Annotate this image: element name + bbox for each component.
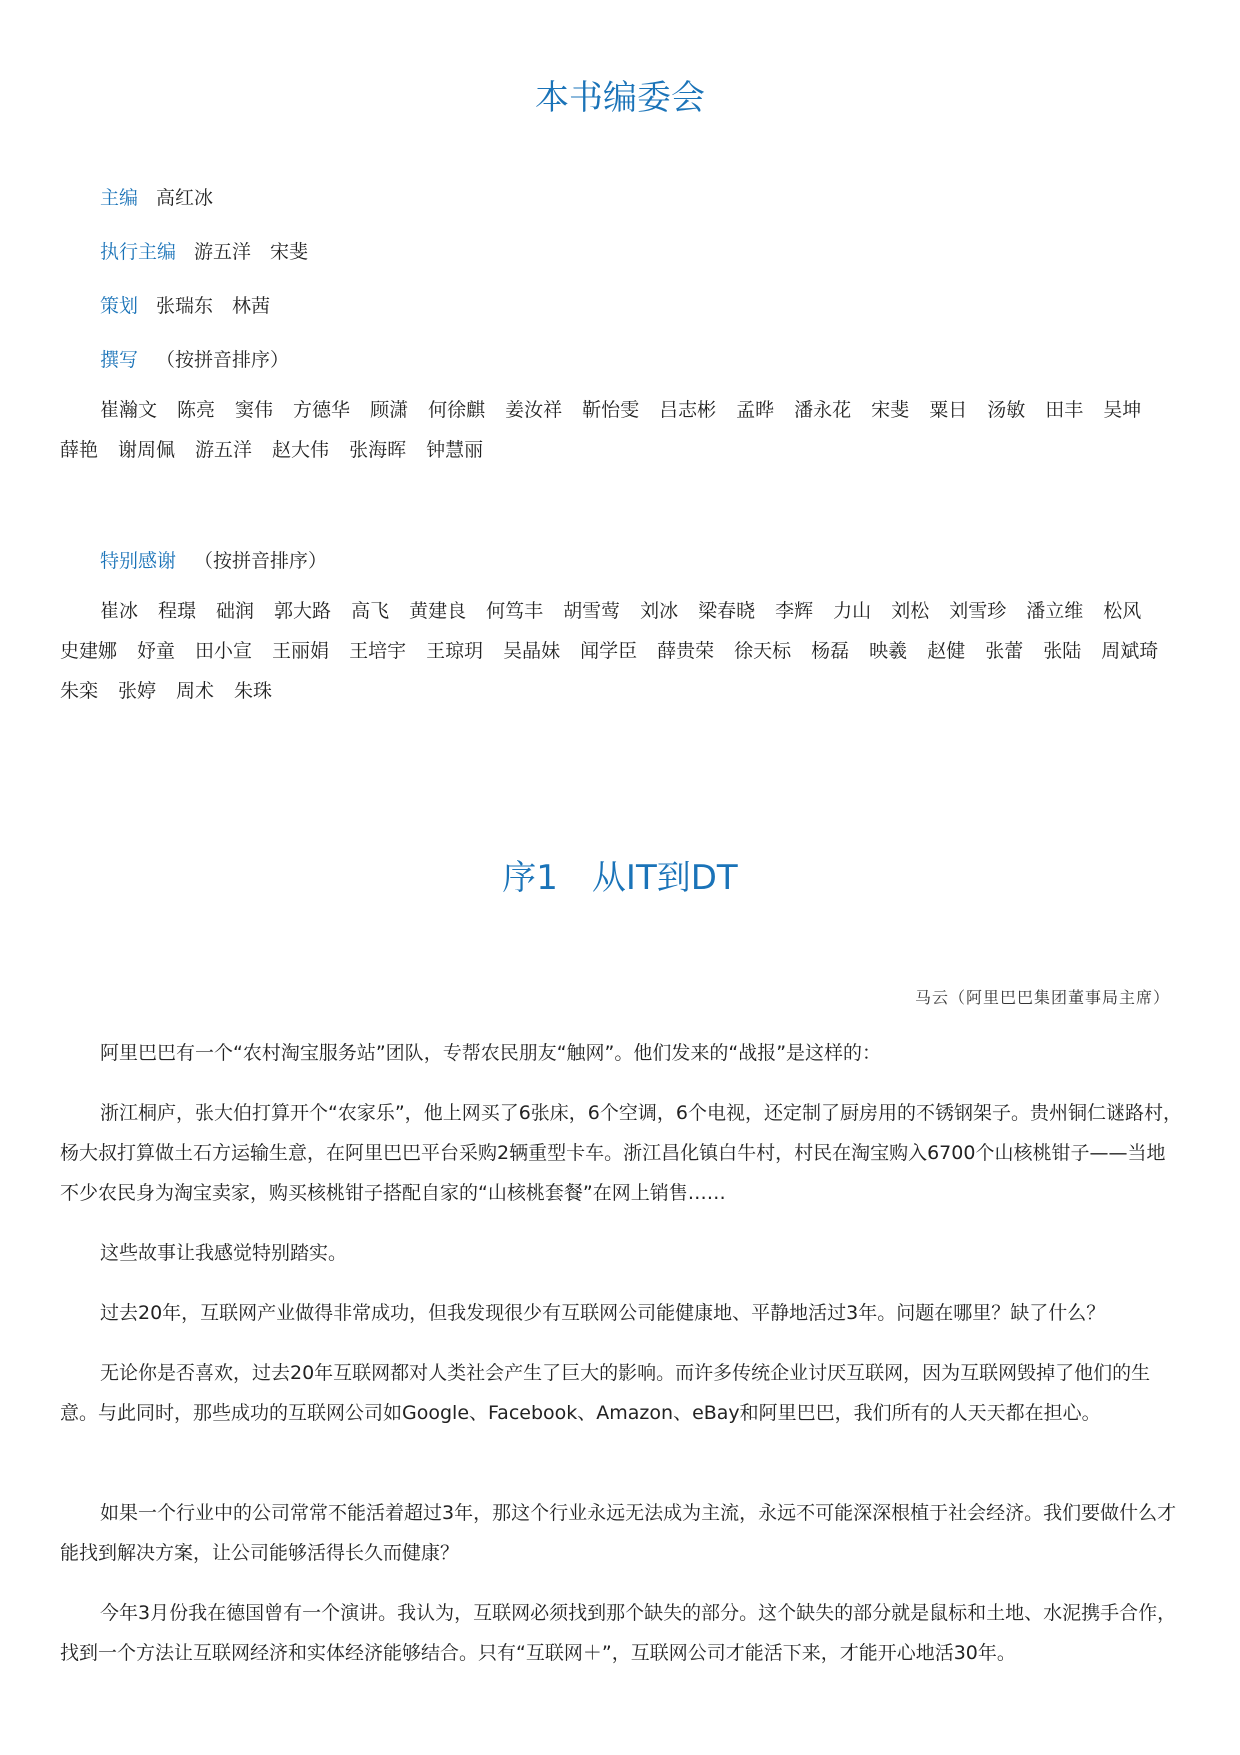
role-planning <box>100 291 270 318</box>
person-name: 刘松 <box>891 600 930 622</box>
person-name: 吴晶妹 <box>503 640 561 662</box>
person-name: 田小宣 <box>195 640 253 662</box>
person-name: 周术 <box>176 680 215 702</box>
person-name: 张蕾 <box>985 640 1024 662</box>
role-label: 撰写 <box>100 349 139 371</box>
person-name: 田丰 <box>1045 399 1084 421</box>
role-label: 特别感谢 <box>100 550 177 572</box>
person-name: 闻学臣 <box>580 640 638 662</box>
person-name: 潘永花 <box>794 399 852 421</box>
person-name: 李辉 <box>775 600 814 622</box>
person-name: 王培宇 <box>349 640 407 662</box>
person-name: 王丽娟 <box>272 640 330 662</box>
person-name: 张陆 <box>1043 640 1082 662</box>
person-name: 张婷 <box>118 680 157 702</box>
person-name: 潘立维 <box>1026 600 1084 622</box>
paragraph: 如果一个行业中的公司常常不能活着超过3年，那这个行业永远无法成为主流，永远不可能深深根植于社会经济。我们要做什么才能找到解决方案，让公司能够活得长久而健康？ <box>60 1502 1177 1564</box>
person-name: 础润 <box>216 600 255 622</box>
paragraph: 阿里巴巴有一个“农村淘宝服务站”团队，专帮农民朋友“触网”。他们发来的“战报”是这样的： <box>100 1042 882 1064</box>
person-name: 陈亮 <box>177 399 216 421</box>
paragraph: 今年3月份我在德国曾有一个演讲。我认为，互联网必须找到那个缺失的部分。这个缺失的部分就是鼠标和土地、水泥携手合作，找到一个方法让互联网经济和实体经济能够结合。只有“互联网＋”，互联网公司才能活下来，才能开心地活30年。 <box>60 1602 1177 1664</box>
person-name: 妤童 <box>137 640 176 662</box>
person-name: 薛艳 <box>60 439 99 461</box>
role-names: 张瑞东 林茜 <box>156 295 271 317</box>
board-title: 本书编委会 <box>535 78 705 118</box>
person-name: 刘雪珍 <box>949 600 1007 622</box>
person-name: 顾潇 <box>370 399 409 421</box>
person-name: 谢周佩 <box>118 439 176 461</box>
person-name: 宋斐 <box>871 399 910 421</box>
person-name: 梁春晓 <box>698 600 756 622</box>
person-name: 姜汝祥 <box>505 399 563 421</box>
preface-author: 马云（阿里巴巴集团董事局主席） <box>914 988 1170 1007</box>
person-name: 游五洋 <box>195 439 253 461</box>
thanks-list <box>60 591 1184 711</box>
role-names: 高红冰 <box>156 187 214 209</box>
role-writers <box>100 345 289 372</box>
role-note: （按拼音排序） <box>194 550 328 572</box>
person-name: 孟晔 <box>736 399 775 421</box>
person-name: 郭大路 <box>274 600 332 622</box>
person-name: 胡雪莺 <box>563 600 621 622</box>
writers-list <box>60 390 1184 470</box>
person-name: 周斌琦 <box>1101 640 1159 662</box>
person-name: 靳怡雯 <box>582 399 640 421</box>
person-name: 黄建良 <box>409 600 467 622</box>
person-name: 高飞 <box>351 600 390 622</box>
role-special-thanks <box>100 546 327 573</box>
person-name: 徐天标 <box>734 640 792 662</box>
person-name: 刘冰 <box>640 600 679 622</box>
role-chief-editor <box>100 183 213 210</box>
person-name: 赵大伟 <box>272 439 330 461</box>
paragraph: 无论你是否喜欢，过去20年互联网都对人类社会产生了巨大的影响。而许多传统企业讨厌互联网，因为互联网毁掉了他们的生意。与此同时，那些成功的互联网公司如Google、Facebook、Amazon、eBay和阿里巴巴，我们所有的人天天都在担心。 <box>60 1362 1151 1424</box>
paragraph: 浙江桐庐，张大伯打算开个“农家乐”，他上网买了6张床，6个空调，6个电视，还定制了厨房用的不锈钢架子。贵州铜仁谜路村，杨大叔打算做土石方运输生意，在阿里巴巴平台采购2辆重型卡车。浙江昌化镇白牛村，村民在淘宝购入6700个山核桃钳子——当地不少农民身为淘宝卖家，购买核桃钳子搭配自家的“山核桃套餐”在网上销售…… <box>60 1102 1182 1204</box>
person-name: 杨磊 <box>811 640 850 662</box>
role-executive-editor <box>100 237 308 264</box>
person-name: 汤敏 <box>987 399 1026 421</box>
person-name: 朱栾 <box>60 680 99 702</box>
person-name: 松风 <box>1103 600 1142 622</box>
person-name: 崔瀚文 <box>100 399 158 421</box>
person-name: 吕志彬 <box>659 399 717 421</box>
person-name: 映羲 <box>869 640 908 662</box>
person-name: 吴坤 <box>1103 399 1142 421</box>
person-name: 史建娜 <box>60 640 118 662</box>
role-names: 游五洋 宋斐 <box>194 241 309 263</box>
paragraph: 这些故事让我感觉特别踏实。 <box>100 1242 348 1264</box>
role-label: 策划 <box>100 295 139 317</box>
person-name: 何徐麒 <box>428 399 486 421</box>
person-name: 力山 <box>833 600 872 622</box>
person-name: 张海晖 <box>349 439 407 461</box>
person-name: 赵健 <box>927 640 966 662</box>
person-name: 薛贵荣 <box>657 640 715 662</box>
role-label: 主编 <box>100 187 139 209</box>
person-name: 窦伟 <box>235 399 274 421</box>
person-name: 程璟 <box>158 600 197 622</box>
person-name: 朱珠 <box>234 680 273 702</box>
person-name: 崔冰 <box>100 600 139 622</box>
preface-title: 序1 从IT到DT <box>502 858 738 898</box>
person-name: 何笃丰 <box>486 600 544 622</box>
person-name: 钟慧丽 <box>426 439 484 461</box>
person-name: 王琼玥 <box>426 640 484 662</box>
person-name: 方德华 <box>293 399 351 421</box>
person-name: 粟日 <box>929 399 968 421</box>
role-label: 执行主编 <box>100 241 177 263</box>
paragraph: 过去20年，互联网产业做得非常成功，但我发现很少有互联网公司能健康地、平静地活过3年。问题在哪里？缺了什么？ <box>100 1302 1106 1324</box>
role-note: （按拼音排序） <box>156 349 290 371</box>
